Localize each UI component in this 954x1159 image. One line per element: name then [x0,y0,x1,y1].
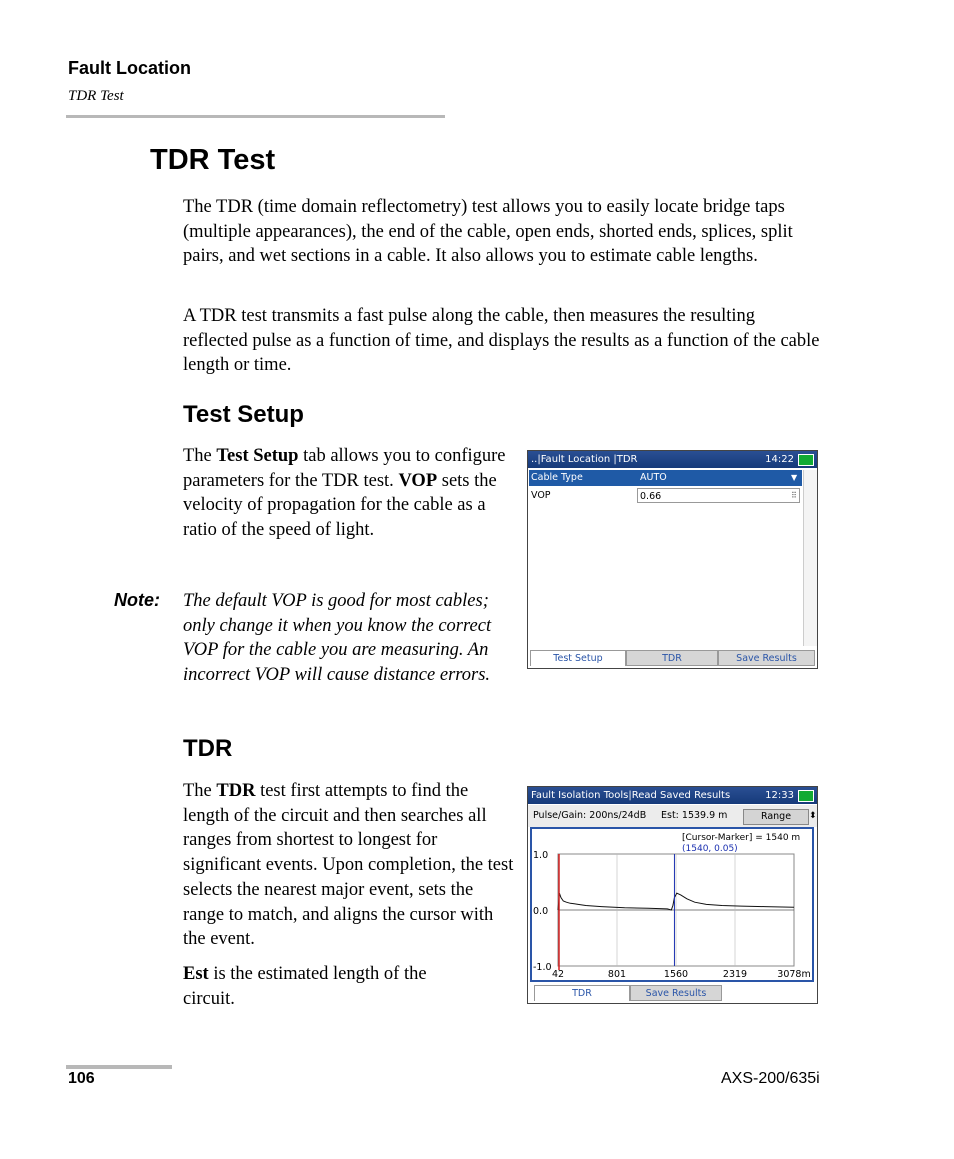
x-tick-label: 42 [551,969,565,980]
pulse-gain: Pulse/Gain: 200ns/24dB [533,810,647,821]
x-tick-label: 1560 [663,969,689,980]
bold-term: Est [183,964,209,984]
keypad-icon[interactable]: ⠿ [791,491,797,500]
tab-save-results[interactable]: Save Results [718,650,815,666]
tdr-paragraph-2 [183,962,483,1011]
screen-title-bar [528,451,817,468]
screen-title: ..|Fault Location |TDR [531,454,638,465]
bold-term: Test Setup [216,446,299,466]
up-down-icon[interactable]: ⬍ [809,811,817,821]
text: is the estimated length of the circuit. [183,964,427,1009]
y-tick-label: 0.0 [533,906,549,917]
screen-clock: 12:33 [765,790,794,801]
tab-test-setup[interactable]: Test Setup [530,650,626,666]
row-value: AUTO [640,472,667,483]
tdr-paragraph-1 [183,779,516,952]
battery-icon [798,454,814,466]
text: test first attempts to find the length of the circuit and then searches all ranges from shortest to longest for significant events. Upon completion, the test selects the nearest major event, sets the range to match, and aligns the cursor with the event. [183,781,514,950]
bold-term: TDR [216,781,256,801]
document-id: AXS-200/635i [721,1070,820,1087]
note-label: Note: [114,590,160,610]
test-setup-paragraph [183,444,518,543]
text: The [183,446,217,466]
results-info-bar [528,805,817,827]
screenshot-tdr-results [527,786,818,1004]
screen-title: Fault Isolation Tools|Read Saved Results [531,790,731,801]
screen-clock: 14:22 [765,454,794,465]
y-tick-label: -1.0 [533,962,552,973]
text: sets the velocity of propagation for the cable as a ratio of the speed of light. [183,470,497,541]
tab-tdr[interactable]: TDR [534,985,630,1001]
screen-title-bar [528,787,817,804]
tab-tdr[interactable]: TDR [626,650,718,666]
running-header-title: Fault Location [68,58,191,78]
section-heading-tdr: TDR [183,735,233,762]
x-tick-label: 801 [607,969,627,980]
screen-tab-bar [528,985,817,1003]
intro-paragraph-2: A TDR test transmits a fast pulse along the cable, then measures the resulting reflected pulse as a function of time, and displays the results as a function of the cable length or time. [183,306,820,376]
note-text: The default VOP is good for most cables; only change it when you know the correct VOP for the cable you are measuring. An incorrect VOP will cause distance errors. [183,591,492,686]
estimated-length: Est: 1539.9 m [661,810,728,821]
text: tab allows you to configure parameters for the TDR test. [183,446,506,491]
y-tick-label: 1.0 [533,850,549,861]
row-vop[interactable] [529,488,802,504]
battery-icon [798,790,814,802]
row-label: Cable Type [531,472,583,483]
row-label: VOP [531,490,551,501]
page-number: 106 [68,1070,95,1087]
trace-panel [530,827,814,982]
page-title: TDR Test [150,144,276,176]
screen-tab-bar [528,650,817,668]
cursor-marker-readout: [Cursor-Marker] = 1540 m [682,833,801,843]
cursor-coordinates: (1540, 0.05) [682,844,738,854]
x-tick-label: 2319 [722,969,748,980]
range-button[interactable]: Range [743,809,809,825]
text: The [183,781,217,801]
dropdown-arrow-icon[interactable]: ▼ [791,473,798,482]
screenshot-test-setup [527,450,818,669]
running-header-subtitle: TDR Test [68,88,124,104]
x-tick-label: 3078m [777,969,811,980]
bold-term: VOP [398,470,438,491]
tdr-trace-chart[interactable] [532,829,812,980]
vop-value: 0.66 [640,491,662,502]
section-heading-test-setup: Test Setup [183,401,304,428]
intro-paragraph-1: The TDR (time domain reflectometry) test allows you to easily locate bridge taps (multiple appearances), the end of the cable, open ends, shorted ends, splices, split pairs, and wet sections in a cable. It also allows you to estimate cable lengths. [183,197,793,267]
header-divider [66,115,445,118]
vop-input[interactable] [637,488,800,503]
row-cable-type[interactable] [529,470,802,486]
tab-save-results[interactable]: Save Results [630,985,722,1001]
scrollbar[interactable] [803,470,817,646]
footer-divider [66,1065,172,1069]
